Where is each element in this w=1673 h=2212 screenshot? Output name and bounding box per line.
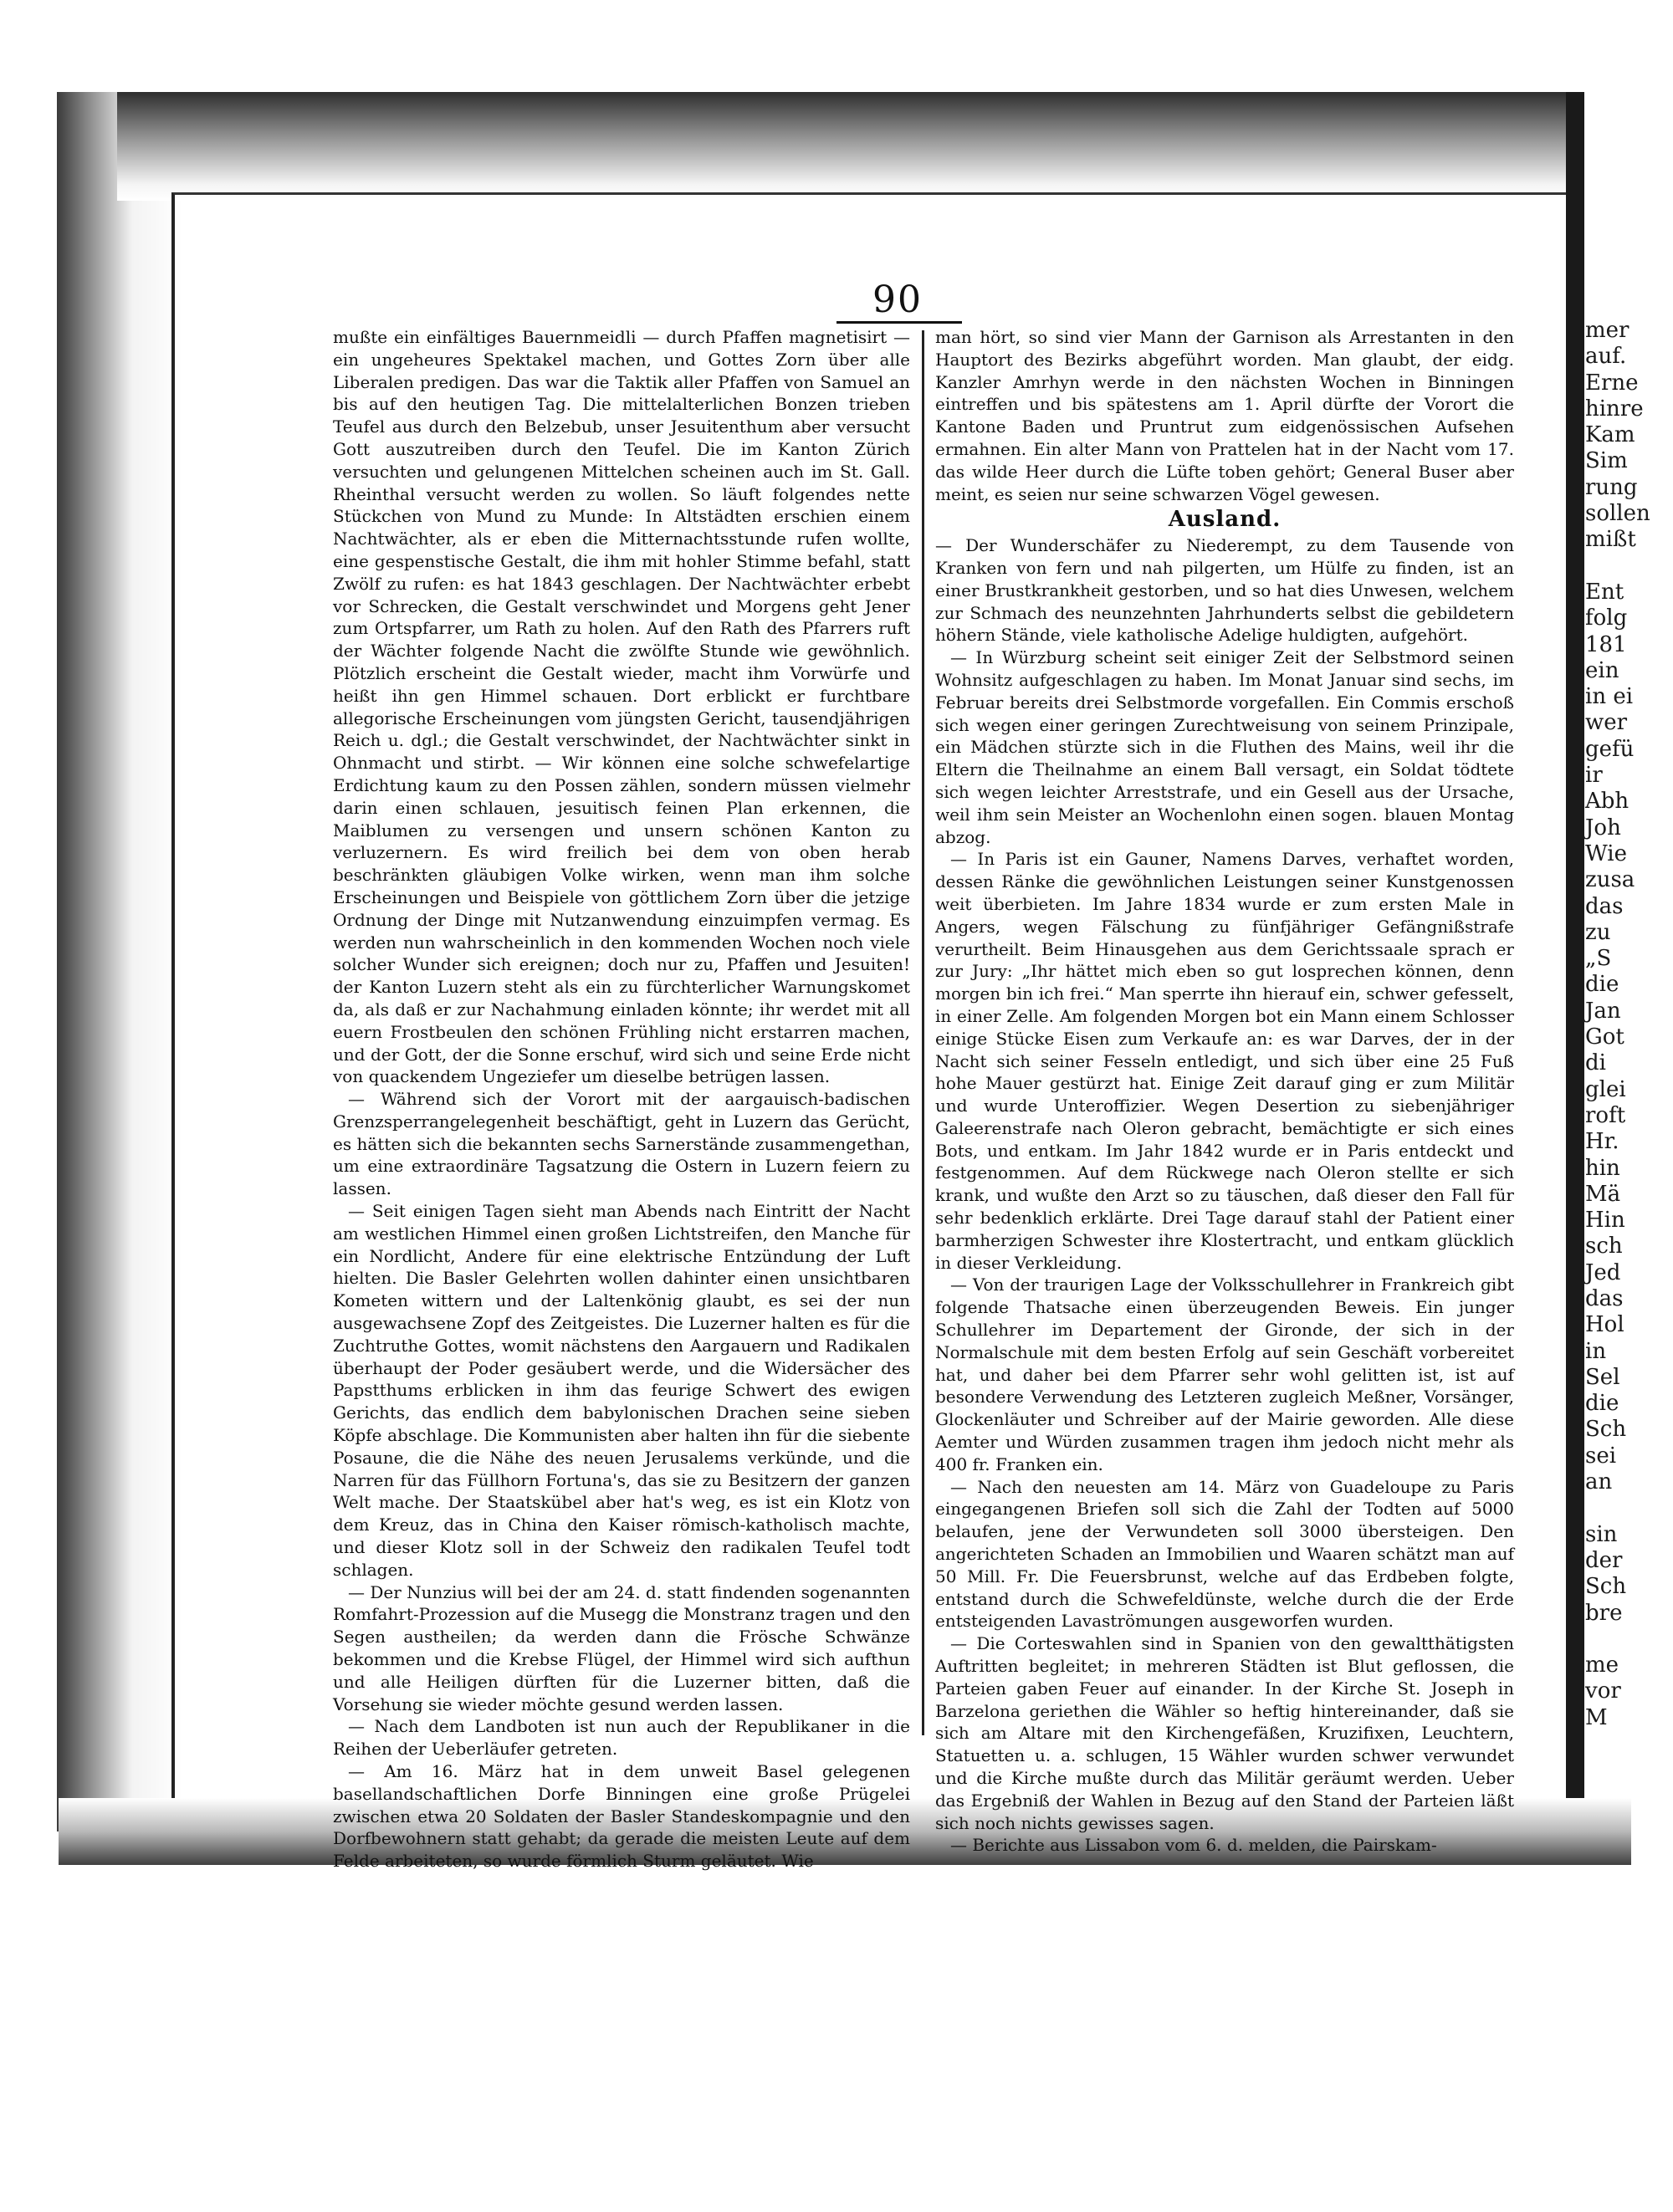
adjacent-page-line: 181 <box>1585 631 1627 657</box>
adjacent-page-line: vor <box>1585 1678 1621 1704</box>
right-column-paragraph: — Der Wunderschäfer zu Niederempt, zu dem Tausende von Kranken von fern und nah pilgerten, um Hülfe zu finden, ist an einer Brustkrankheit gestorben, und so hat dies Unwesen, welchem zur Schmach des neunzehnten Jahrhunderts selbst die gebildetern höhern Stände, viele katholische Adelige huldigten, aufgehört. <box>935 535 1514 646</box>
right-column-intro: man hört, so sind vier Mann der Garnison als Arrestanten in den Hauptort des Bezirks abgeführt worden. Man glaubt, der eidg. Kanzler Amrhyn werde in den nächsten Wochen in Binningen eintreffen und bis spätestens am 1. April dürfte der Vorort die Kantone Baden und Pruntrut zum eidgenössischen Aufsehen ermahnen. Ein alter Mann von Prattelen hat in der Nacht vom 17. das wilde Heer durch die Lüfte toben gehört; General Buser aber meint, es seien nur seine schwarzen Vögel gewesen. <box>935 327 1514 504</box>
adjacent-page-line: sei <box>1585 1443 1617 1469</box>
left-column-paragraph: — Der Nunzius will bei der am 24. d. statt findenden sogenannten Romfahrt-Prozession auf die Musegg die Monstranz tragen und den Segen austheilen; da werden dann die Frösche Schwänze bekommen und die Krebse Flügel, der Himmel wird sich aufthun und alle Heiligen dürften für die Luzerner bitten, daß die Vorsehung sie wieder möchte gesund werden lassen. <box>333 1581 910 1714</box>
right-column-paragraph: — In Würzburg scheint seit einiger Zeit der Selbstmord seinen Wohnsitz aufgeschlagen zu haben. Im Monat Januar sind sechs, im Februar bereits drei Selbstmorde vorgefallen. Ein Commis erschoß sich wegen einer geringen Zurechtweisung von seinem Prinzipale, ein Mädchen stürzte sich in die Fluthen des Mains, weil ihr die Eltern die Theilnahme an einem Ball versagt, ein Soldat tödtete sich wegen leichter Arreststrafe, und ein Gesell aus der Ursache, weil ihm sein Meister an Wochenlohn einen sogen. blauen Montag abzog. <box>935 647 1514 847</box>
adjacent-page-line: Got <box>1585 1024 1624 1050</box>
adjacent-page-line: Jed <box>1585 1259 1621 1285</box>
adjacent-page-line: Kam <box>1585 422 1635 448</box>
adjacent-page-line <box>1585 554 1673 580</box>
right-column-paragraph: — Berichte aus Lissabon vom 6. d. melden, die Pairskam- <box>950 1835 1437 1856</box>
adjacent-page-line: in <box>1585 1338 1607 1364</box>
adjacent-page-line: me <box>1585 1653 1619 1678</box>
adjacent-page-line: Ent <box>1585 579 1624 605</box>
adjacent-page-line: roft <box>1585 1102 1626 1128</box>
right-column <box>935 326 1514 1857</box>
right-column-paragraph: — Nach den neuesten am 14. März von Guadeloupe zu Paris eingegangenen Briefen soll sich die Zahl der Todten auf 5000 belaufen, jene der Verwundeten soll 3000 übersteigen. Den angerichteten Schaden an Immobilien und Waaren schätzt man auf 50 Mill. Fr. Die Feuersbrunst, welche auf das Erdbeben folgte, entstand durch die Schwefeldünste, welche durch die der Erde entsteigenden Lavaströmungen ausgeworfen wurden. <box>935 1476 1514 1632</box>
left-column-paragraph: — Am 16. März hat in dem unweit Basel gelegenen basellandschaftlichen Dorfe Binningen eine große Prügelei zwischen etwa 20 Soldaten der Basler Standeskompagnie und den Dorfbewohnern statt gehabt; da gerade die meisten Leute auf dem Felde arbeiteten, so wurde förmlich Sturm geläutet. Wie <box>333 1761 910 1872</box>
left-column <box>333 326 910 1872</box>
adjacent-page-line: Sch <box>1585 1417 1627 1443</box>
adjacent-page-line: auf. <box>1585 344 1627 370</box>
adjacent-page-line: die <box>1585 972 1619 998</box>
adjacent-page-line <box>1585 1627 1673 1653</box>
adjacent-page-line: folg <box>1585 605 1628 631</box>
adjacent-page-line: zu <box>1585 919 1611 945</box>
adjacent-page-line: Mä <box>1585 1181 1621 1207</box>
adjacent-page-line: gefü <box>1585 736 1635 762</box>
adjacent-page-line <box>1585 1495 1673 1521</box>
adjacent-page-line: M <box>1585 1704 1608 1730</box>
adjacent-page-line: der <box>1585 1547 1623 1573</box>
adjacent-page-line: zusa <box>1585 867 1635 893</box>
page-number-rule <box>836 321 962 324</box>
adjacent-page-line: Hol <box>1585 1312 1624 1338</box>
adjacent-page-line: Jan <box>1585 998 1621 1024</box>
adjacent-page-line: hin <box>1585 1155 1620 1181</box>
adjacent-page-line: hinre <box>1585 396 1644 421</box>
left-column-paragraph: — Nach dem Landboten ist nun auch der Republikaner in die Reihen der Ueberläufer getreten. <box>333 1716 910 1760</box>
adjacent-page-line: mer <box>1585 318 1630 343</box>
adjacent-page-line: glei <box>1585 1076 1626 1102</box>
left-column-paragraph: mußte ein einfältiges Bauernmeidli — durch Pfaffen magnetisirt — ein ungeheures Spektakel machen, und Gottes Zorn über alle Liberalen predigen. Das war die Taktik aller Pfaffen von Samuel an bis auf den heutigen Tag. Die mittelalterlichen Bonzen trieben Teufel aus durch den Belzebub, unser Jesuitenthum aber versucht Gott auszutreiben durch den Teufel. Die im Kanton Zürich versuchten und gelungenen Mittelchen scheinen auch im St. Gall. Rheinthal versucht werden zu wollen. So läuft folgendes nette Stückchen von Mund zu Munde: In Altstädten erschien einem Nachtwächter, als er eben die Mitternachtsstunde rufen wollte, eine gespenstische Gestalt, die ihm mit hohler Stimme befahl, statt Zwölf zu rufen: es hat 1843 geschlagen. Der Nachtwächter erbebt vor Schrecken, die Gestalt verschwindet und Morgens geht Jener zum Ortspfarrer, um Rath zu holen. Auf den Rath des Pfarrers ruft der Wächter folgende Nacht die zwölfte Stunde wie gewöhnlich. Plötzlich erscheint die Gestalt wieder, macht ihm Vorwürfe und heißt ihn gen Himmel schauen. Dort erblickt er furchtbare allegorische Erscheinungen vom jüngsten Gericht, tausendjährigen Reich u. dgl.; die Gestalt verschwindet, der Nachtwächter sinkt in Ohnmacht und stirbt. — Wir können eine solche schwefelartige Erdichtung kaum zu den Possen zählen, sondern müssen vielmehr darin einen schlauen, jesuitisch feinen Plan erkennen, die Maiblumen zu versengen und unsern schönen Kanton zu verluzernern. Es wird freilich bei dem von oben herab beschränkten gläubigen Volke wirken, wenn man ihm solche Erscheinungen und Beispiele von göttlichem Zorn über die jetzige Ordnung der Dinge mit Nutzanwendung einzuimpfen vermag. Es werden nun wahrscheinlich in den kommenden Wochen noch viele solcher Wunder sich ereignen; doch nur zu, Pfaffen und Jesuiten! der Kanton Luzern steht als ein zu fürchterlicher Warnungskomet da, als daß er zur Nachahmung einladen könnte; ihr werdet mit all euern Frostbeulen den schönen Frühling nicht erstarren machen, und der Gott, der die Sonne erschuf, wird sich und seine Erde nicht von quackendem Ungeziefer um dieselbe betrügen lassen. <box>333 327 910 1087</box>
left-column-paragraph: — Seit einigen Tagen sieht man Abends nach Eintritt der Nacht am westlichen Himmel einen großen Lichtstreifen, den Manche für ein Nordlicht, Andere für eine elektrische Entzündung der Luft hielten. Die Basler Gelehrten wollen dahinter einen unsichtbaren Kometen wittern und der Laltenkönig glaubt, es sei der nun ausgewachsene Zopf des Zeitgeistes. Die Luzerner halten es für die Zuchtruthe Gottes, womit nächstens den Aargauern und Radikalen überhaupt der Poder gesäubert werde, und die Widersächer des Papstthums erblicken in ihm das feurige Schwert des ewigen Gerichts, das endlich dem babylonischen Drachen seine sieben Köpfe abschlage. Die Kommunisten aber halten ihn für die siebente Posaune, die die Nähe des neuen Jerusalems verkünde, und die Narren für das Füllhorn Fortuna's, das sie zu Besitzern der ganzen Welt mache. Der Staatskübel aber hat's weg, es ist ein Klotz von dem Kreuz, das in China den Kaiser römisch-katholisch machte, und dieser Klotz soll in der Schweiz den radikalen Teufel todt schlagen. <box>333 1201 910 1580</box>
adjacent-page-line: ein <box>1585 657 1619 683</box>
adjacent-page-line: Sim <box>1585 448 1628 474</box>
adjacent-page-line: Erne <box>1585 370 1639 396</box>
adjacent-page-line: wer <box>1585 710 1628 736</box>
right-column-paragraph: — Von der traurigen Lage der Volksschullehrer in Frankreich gibt folgende Thatsache einen überzeugenden Beweis. Ein junger Schullehrer im Departement der Gironde, der sich in der Normalschule mit dem besten Erfolg auf sein Geschäft vorbereitet hat, und daher bei dem Pfarrer sehr wohl gelitten ist, ist auf besondere Verwendung des Letzteren zugleich Meßner, Vorsänger, Glockenläuter und Schreiber auf der Mairie geworden. Alle diese Aemter und Würden zusammen tragen ihm jedoch nicht mehr als 400 fr. Franken ein. <box>935 1275 1514 1474</box>
adjacent-page-line: ir <box>1585 763 1603 789</box>
adjacent-page-line: Joh <box>1585 815 1621 840</box>
adjacent-page-line: die <box>1585 1391 1619 1417</box>
right-column-paragraph: — Die Corteswahlen sind in Spanien von den gewaltthätigsten Auftritten begleitet; in mehreren Städten ist Blut geflossen, die Parteien gaben Feuer auf einander. In der Kirche St. Joseph in Barzelona geriethen die Wähler so heftig hintereinander, daß sie sich am Altare mit den Kirchengefäßen, Kruzifixen, Leuchtern, Statuetten u. a. schlugen, 15 Wähler wurden schwer verwundet und die Kirche mußte durch das Militär geräumt werden. Ueber das Ergebniß der Wahlen in Bezug auf den Stand der Parteien läßt sich noch nichts gewisses sagen. <box>935 1633 1514 1833</box>
adjacent-page-line: Hin <box>1585 1208 1625 1234</box>
column-divider <box>922 330 924 1735</box>
adjacent-page-line: Wie <box>1585 840 1627 866</box>
binding-gutter <box>1566 92 1584 1831</box>
adjacent-page-fragment <box>1585 318 1673 1730</box>
right-column-paragraph: — In Paris ist ein Gauner, Namens Darves, verhaftet worden, dessen Ränke die gewöhnlichen Leistungen seiner Kunstgenossen weit überbieten. Im Jahre 1834 wurde er zum ersten Male in Angers, wegen Fälschung zu fünfjähriger Gefängnißstrafe verurtheilt. Beim Hinausgehen aus dem Gerichtssaale sprach er zur Jury: „Ihr hättet mich eben so gut losprechen können, denn morgen bin ich frei.“ Man sperrte ihn hierauf ein, schwer gefesselt, in einer Zelle. Am folgenden Morgen bot ein Mann einem Schlosser einige Stücke Eisen zum Verkaufe an: es war Darves, der in der Nacht sich seiner Fesseln entledigt, und sich über eine 25 Fuß hohe Mauer gestürzt hat. Einige Zeit darauf ging er zum Militär und wurde Unteroffizier. Wegen Desertion zu siebenjähriger Galeerenstrafe nach Oleron gebracht, bemächtigte er sich eines Bots, und entkam. Im Jahr 1842 wurde er in Paris entdeckt und festgenommen. Auf dem Rückwege nach Oleron stellte er sich krank, und wußte den Arzt so zu täuschen, daß dieser den Fall für sehr bedenklich erklärte. Drei Tage darauf stahl der Patient einer barmherzigen Schwester ihre Klostertracht, und entkam glücklich in dieser Verkleidung. <box>935 849 1514 1273</box>
section-heading-ausland: Ausland. <box>1168 507 1282 533</box>
adjacent-page-line: mißt <box>1585 527 1636 553</box>
adjacent-page-line: bre <box>1585 1600 1623 1626</box>
scan-top-shadow <box>117 92 1581 201</box>
adjacent-page-line: sollen <box>1585 501 1650 527</box>
adjacent-page-line: Sch <box>1585 1574 1627 1600</box>
adjacent-page-line: das <box>1585 893 1624 919</box>
adjacent-page-line: in ei <box>1585 684 1634 710</box>
adjacent-page-line: Sel <box>1585 1364 1620 1390</box>
adjacent-page-line: Hr. <box>1585 1129 1619 1155</box>
adjacent-page-line: sin <box>1585 1521 1618 1547</box>
adjacent-page-line: das <box>1585 1285 1624 1311</box>
left-column-paragraph: — Während sich der Vorort mit der aargauisch-badischen Grenzsperrangelegenheit beschäftigt, geht in Luzern das Gerücht, es hätten sich die bekannten sechs Sarnerstände zusammengethan, um eine extraordinäre Tagsatzung die Ostern in Luzern feiern zu lassen. <box>333 1089 910 1199</box>
adjacent-page-line: rung <box>1585 474 1638 500</box>
right-column-articles <box>935 534 1514 1857</box>
adjacent-page-line: di <box>1585 1050 1606 1076</box>
scan-left-edge-shadow <box>57 92 182 1831</box>
page-number: 90 <box>872 278 923 321</box>
adjacent-page-line: an <box>1585 1469 1613 1495</box>
adjacent-page-line: sch <box>1585 1234 1623 1259</box>
adjacent-page-line: Abh <box>1585 789 1630 815</box>
adjacent-page-line: „S <box>1585 946 1612 972</box>
